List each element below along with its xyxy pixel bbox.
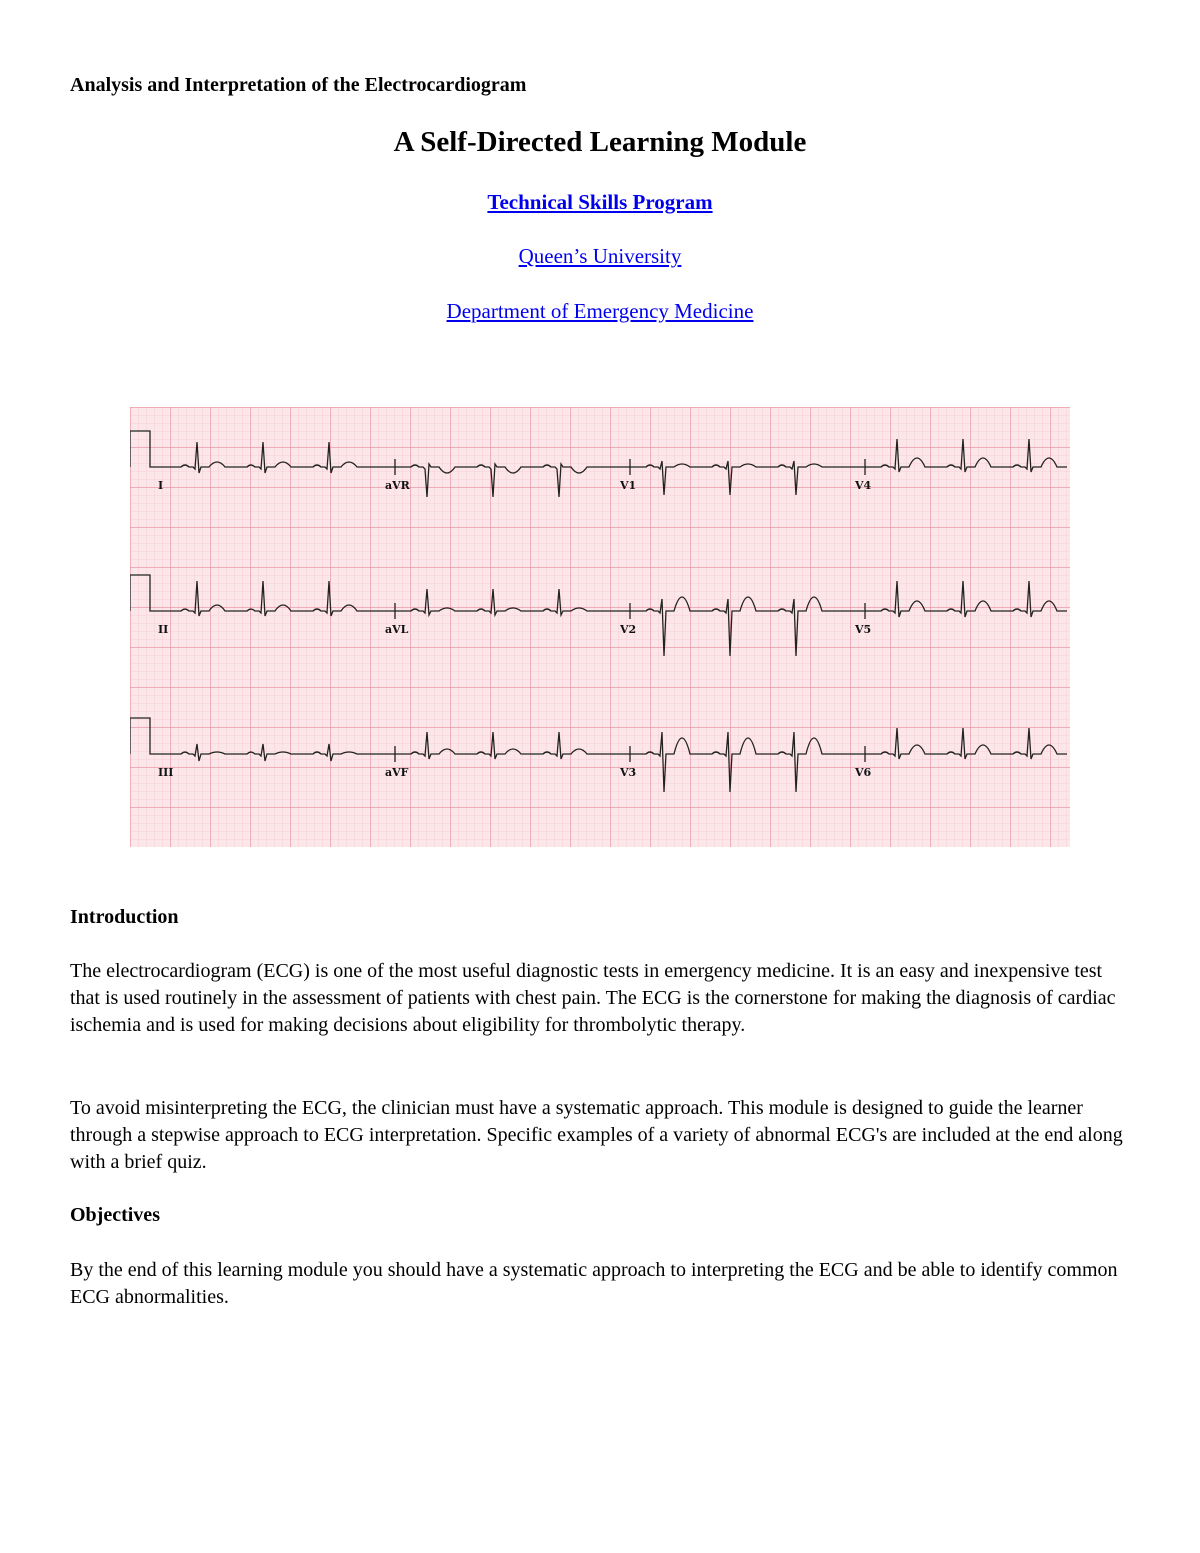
ecg-grid	[130, 407, 1070, 847]
introduction-heading: Introduction	[70, 906, 179, 928]
technical-skills-program-line	[0, 190, 1200, 215]
lead-label-iii: III	[158, 766, 174, 779]
lead-label-v3: V3	[620, 766, 637, 779]
lead-label-avr: aVR	[385, 479, 410, 492]
queens-university-line	[0, 244, 1200, 269]
lead-label-i: I	[158, 479, 164, 492]
ecg-tracing-image	[130, 407, 1070, 847]
queens-university-link[interactable]: Queen’s University	[518, 244, 682, 268]
introduction-paragraph-2: To avoid misinterpreting the ECG, the clinician must have a systematic approach. This module is designed to guide the learner through a stepwise approach to ECG interpretation. Specific examples of a variety of abnormal ECG's are included at the end along with a brief quiz.	[70, 1097, 1123, 1173]
objectives-heading: Objectives	[70, 1204, 160, 1226]
document-title: A Self-Directed Learning Module	[393, 126, 807, 158]
emergency-medicine-line	[0, 299, 1200, 324]
lead-label-ii: II	[158, 623, 169, 636]
lead-label-v6: V6	[855, 766, 872, 779]
technical-skills-program-link[interactable]: Technical Skills Program	[487, 190, 713, 214]
objectives-paragraph: By the end of this learning module you should have a systematic approach to interpreting the ECG and be able to identify common ECG abnormalities.	[70, 1259, 1118, 1308]
ecg-grid-svg	[130, 407, 1070, 847]
department-emergency-medicine-link[interactable]: Department of Emergency Medicine	[446, 299, 754, 323]
document-header: Analysis and Interpretation of the Electrocardiogram	[70, 74, 527, 96]
lead-label-avf: aVF	[385, 766, 409, 779]
lead-label-v1: V1	[620, 479, 637, 492]
lead-label-v2: V2	[620, 623, 637, 636]
lead-label-v5: V5	[855, 623, 872, 636]
lead-label-avl: aVL	[385, 623, 409, 636]
lead-label-v4: V4	[855, 479, 872, 492]
introduction-paragraph-1: The electrocardiogram (ECG) is one of the most useful diagnostic tests in emergency medicine. It is an easy and inexpensive test that is used routinely in the assessment of patients with chest pain. The ECG is the cornerstone for making the diagnosis of cardiac ischemia and is used for making decisions about eligibility for thrombolytic therapy.	[70, 960, 1116, 1036]
